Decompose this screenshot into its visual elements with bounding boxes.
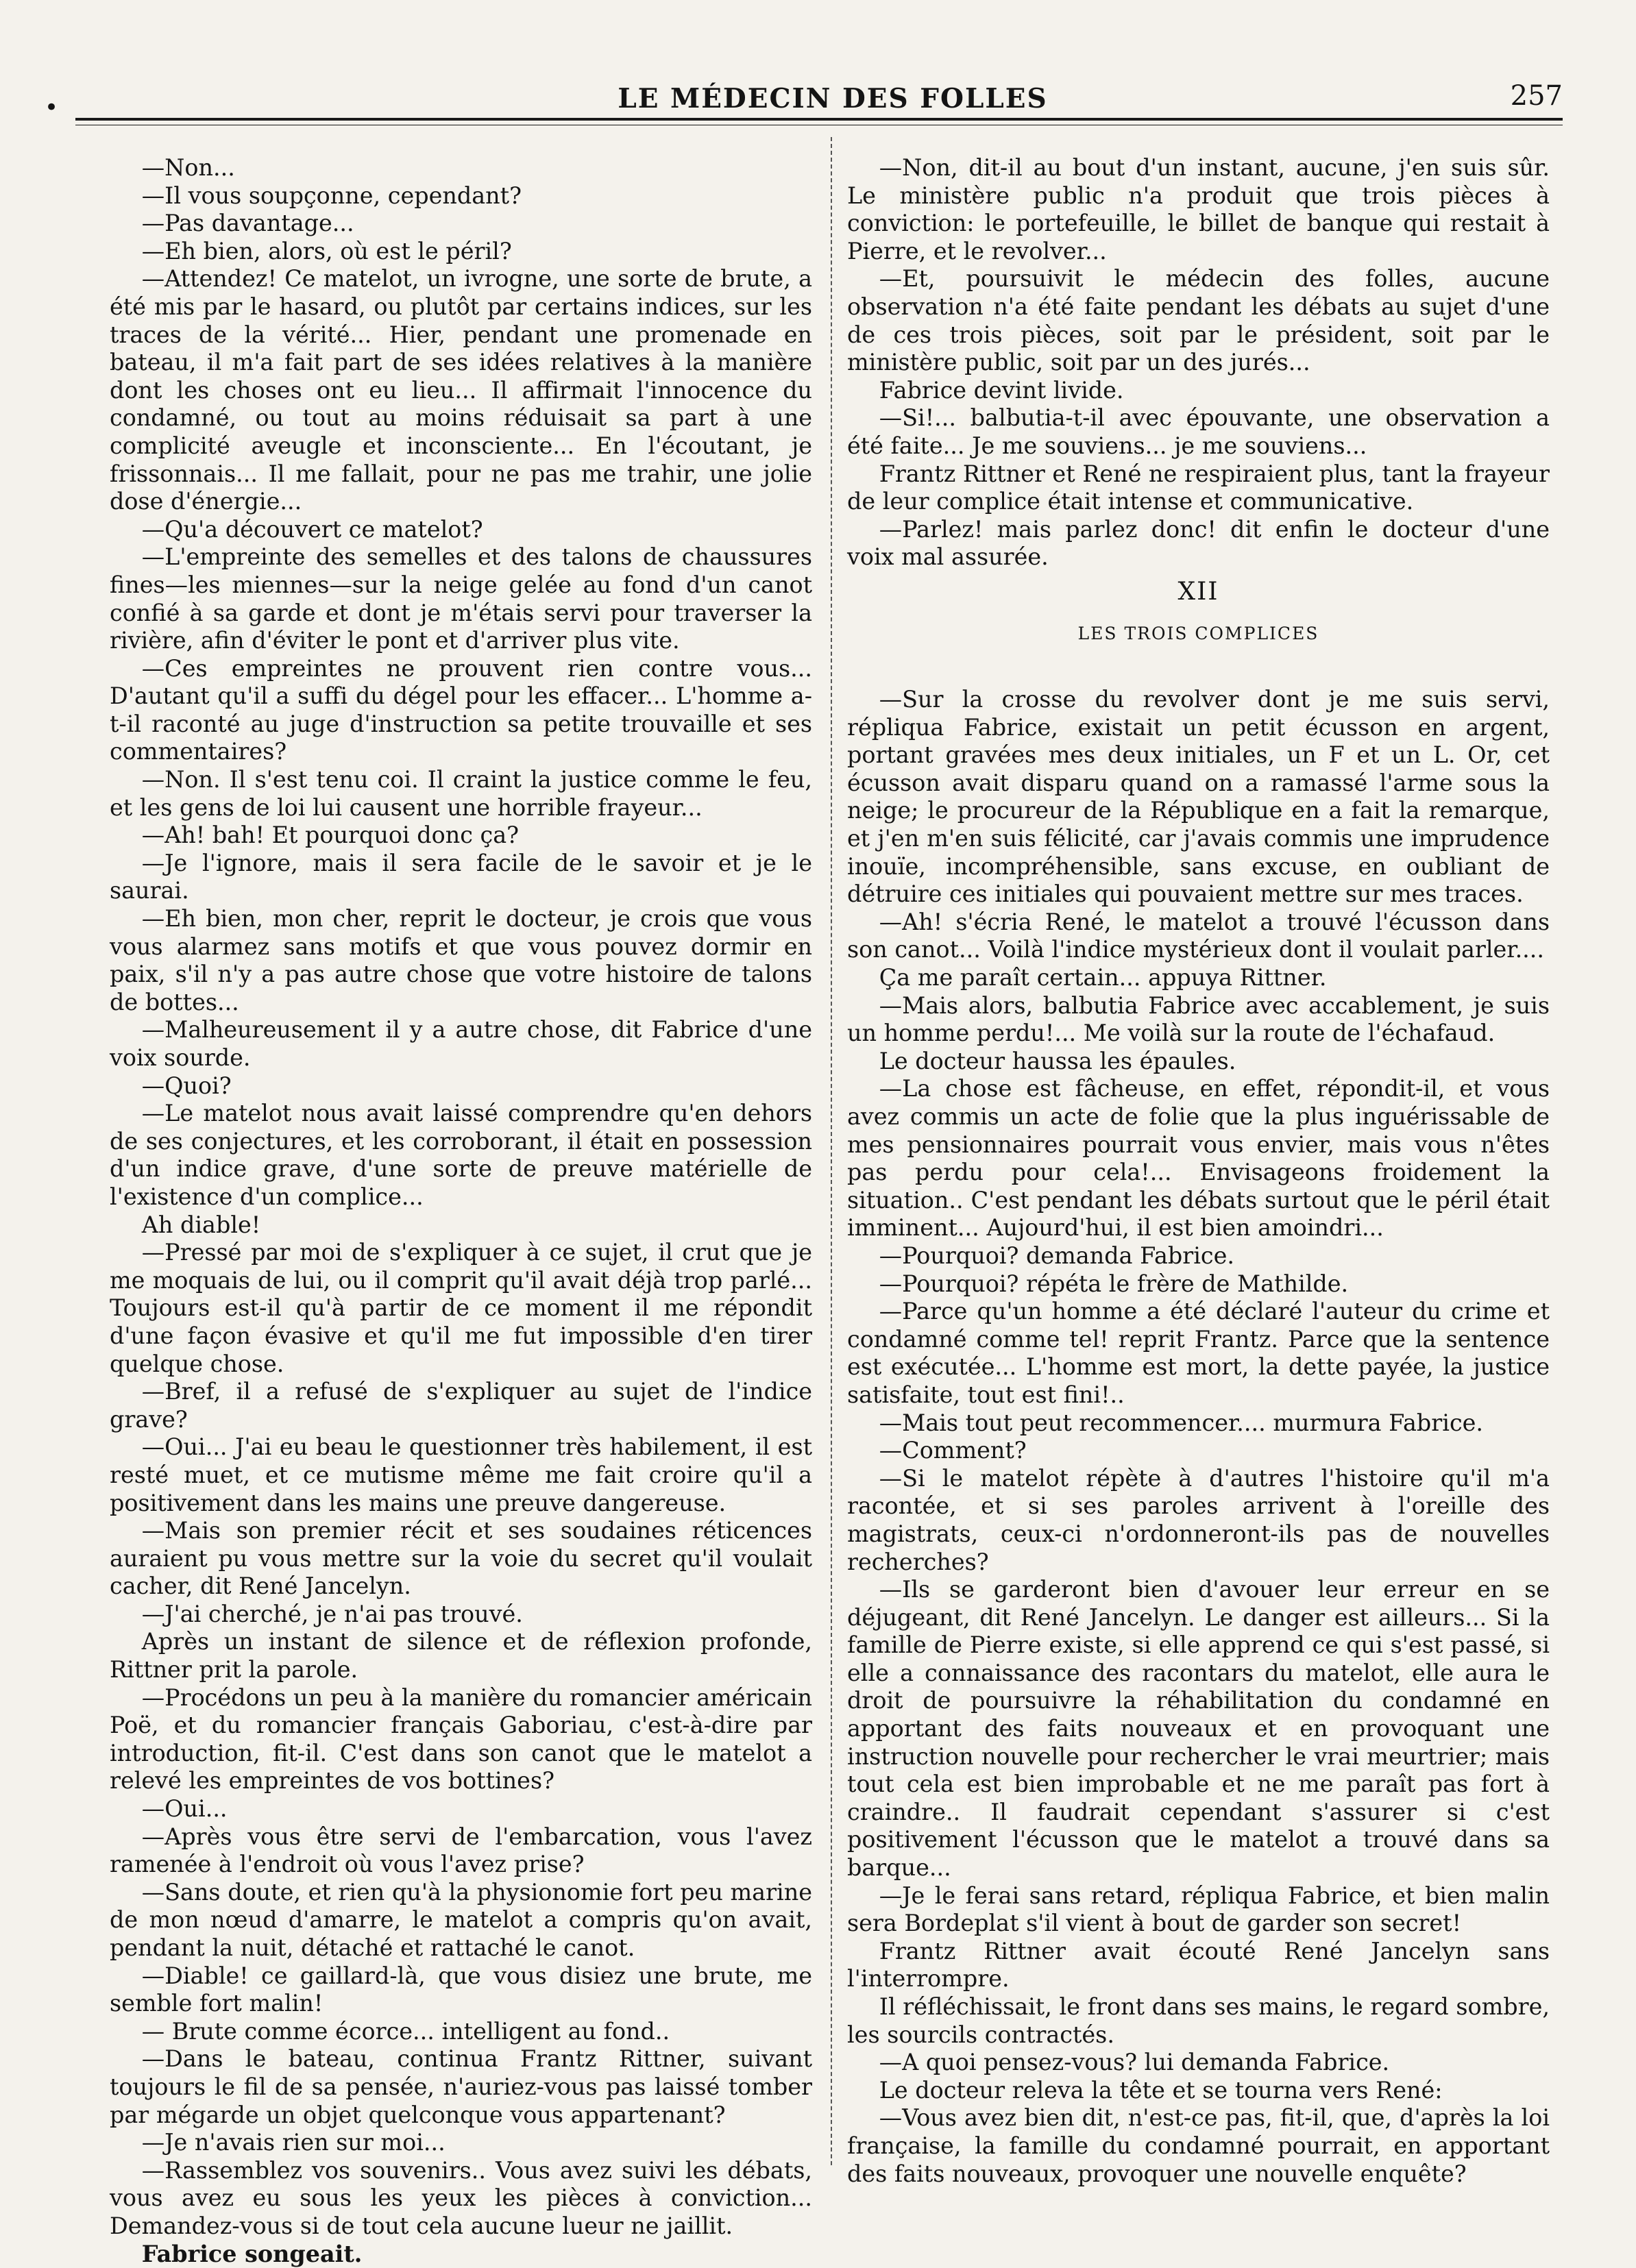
paragraph: —Pressé par moi de s'expliquer à ce sujet, il crut que je me moquais de lui, ou il comprit qu'il avait déjà trop parlé... Toujours est-il qu'à partir de ce moment il me répondit d'une façon évasive et qu'il me fut impossible d'en tirer quelque chose.	[110, 1239, 812, 1377]
paragraph: Il réfléchissait, le front dans ses mains, le regard sombre, les sourcils contractés.	[847, 1993, 1550, 2048]
paragraph: Ah diable!	[141, 1211, 261, 1238]
paragraph: —Ces empreintes ne prouvent rien contre vous... D'autant qu'il a suffi du dégel pour les effacer... L'homme a-t-il raconté au juge d'instruction sa petite trouvaille et ses commentaires?	[110, 654, 812, 765]
paragraph: —Sans doute, et rien qu'à la physionomie fort peu marine de mon nœud d'amarre, le matelot a compris qu'on avait, pendant la nuit, détaché et rattaché le canot.	[110, 1878, 812, 1961]
paragraph: —Et, poursuivit le médecin des folles, aucune observation n'a été faite pendant les débats au sujet d'une de ces trois pièces, soit par le président, soit par le ministère public, soit par un des jurés...	[847, 265, 1550, 376]
paragraph: —Ils se garderont bien d'avouer leur erreur en se déjugeant, dit René Jancelyn. Le danger est ailleurs... Si la famille de Pierre existe, si elle apprend ce qui s'est passé, si elle a connaissance des racontars du matelot, elle aura le droit de poursuivre la réhabilitation du condamné en apportant des faits nouveaux et en provoquant une instruction nouvelle pour rechercher le vrai meurtrier; mais tout cela est bien improbable et ne me paraît pas fort à craindre.. Il faudrait cependant s'assurer si c'est positivement l'écusson que le matelot a trouvé dans sa barque...	[847, 1576, 1550, 1882]
column-divider	[831, 137, 832, 2165]
running-title: LE MÉDECIN DES FOLLES	[618, 83, 1048, 114]
paragraph: —Comment?	[879, 1437, 1027, 1464]
paragraph: —Mais son premier récit et ses soudaines réticences auraient pu vous mettre sur la voie du secret qu'il voulait cacher, dit René Jancelyn.	[110, 1517, 812, 1600]
page-number: 257	[1510, 80, 1563, 112]
paragraph: —Ah! s'écria René, le matelot a trouvé l'écusson dans son canot... Voilà l'indice mystérieux dont il voulait parler....	[847, 908, 1550, 963]
paragraph: —Qu'a découvert ce matelot?	[141, 515, 483, 543]
paragraph: —A quoi pensez-vous? lui demanda Fabrice.	[879, 2049, 1390, 2076]
paragraph: —Si!... balbutia-t-il avec épouvante, une observation a été faite... Je me souviens... je me souviens...	[847, 404, 1550, 459]
header-bullet: •	[45, 94, 59, 121]
paragraph: —Vous avez bien dit, n'est-ce pas, fit-il, que, d'après la loi française, la famille du condamné pourrait, en apportant des faits nouveaux, provoquer une nouvelle enquête?	[847, 2104, 1550, 2187]
paragraph: —Non. Il s'est tenu coi. Il craint la justice comme le feu, et les gens de loi lui causent une horrible frayeur...	[110, 766, 812, 821]
paragraph: —Parlez! mais parlez donc! dit enfin le docteur d'une voix mal assurée.	[847, 515, 1550, 571]
paragraph: —Attendez! Ce matelot, un ivrogne, une sorte de brute, a été mis par le hasard, ou plutôt par certains indices, sur les traces de la vérité... Hier, pendant une promenade en bateau, il m'a fait part de ses idées relatives à la manière dont les choses ont eu lieu... Il affirmait l'innocence du condamné, ou tout au moins réduisait sa part à une complicité aveugle et inconsciente... En l'écoutant, je frissonnais... Il me fallait, pour ne pas me trahir, une jolie dose d'énergie...	[110, 265, 812, 515]
paragraph: —Il vous soupçonne, cependant?	[141, 182, 522, 209]
paragraph: Fabrice songeait.	[141, 2240, 363, 2267]
paragraph: —Rassemblez vos souvenirs.. Vous avez suivi les débats, vous avez eu sous les yeux les pièces à conviction... Demandez-vous si de tout cela aucune lueur ne jaillit.	[110, 2156, 812, 2239]
paragraph: —Ah! bah! Et pourquoi donc ça?	[141, 822, 520, 849]
page-header	[45, 79, 1563, 121]
paragraph: —Eh bien, mon cher, reprit le docteur, je crois que vous vous alarmez sans motifs et que vous pouvez dormir en paix, s'il n'y a pas autre chose que votre histoire de talons de bottes...	[110, 905, 812, 1015]
left-column	[110, 154, 812, 2268]
paragraph: —Oui... J'ai eu beau le questionner très habilement, il est resté muet, et ce mutisme même me fait croire qu'il a positivement dans les mains une preuve dangereuse.	[110, 1433, 812, 1516]
paragraph: —Je le ferai sans retard, répliqua Fabrice, et bien malin sera Bordeplat s'il vient à bout de garder son secret!	[847, 1882, 1550, 1937]
header-rule-thick	[75, 118, 1563, 121]
paragraph: —Pas davantage...	[141, 210, 354, 237]
paragraph: Frantz Rittner avait écouté René Jancelyn sans l'interrompre.	[847, 1937, 1550, 1993]
chapter-number: XII	[1177, 577, 1219, 606]
paragraph: —Si le matelot répète à d'autres l'histoire qu'il m'a racontée, et si ses paroles arrivent à l'oreille des magistrats, ceux-ci n'ordonneront-ils pas de nouvelles recherches?	[847, 1464, 1550, 1575]
paragraph: —Malheureusement il y a autre chose, dit Fabrice d'une voix sourde.	[110, 1016, 812, 1071]
paragraph: —Mais tout peut recommencer.... murmura Fabrice.	[879, 1409, 1484, 1436]
paragraph: —L'empreinte des semelles et des talons de chaussures fines—les miennes—sur la neige gelée au fond d'un canot confié à sa garde et dont je m'étais servi pour traverser la rivière, afin d'éviter le pont et d'arriver plus vite.	[110, 543, 812, 654]
paragraph: —Eh bien, alors, où est le péril?	[141, 237, 512, 264]
paragraph: —Pourquoi? demanda Fabrice.	[879, 1242, 1235, 1269]
chapter-title: LES TROIS COMPLICES	[1077, 623, 1319, 643]
paragraph: —Non, dit-il au bout d'un instant, aucune, j'en suis sûr. Le ministère public n'a produit que trois pièces à conviction: le portefeuille, le billet de banque qui restait à Pierre, et le revolver...	[847, 154, 1550, 264]
paragraph: —J'ai cherché, je n'ai pas trouvé.	[141, 1600, 523, 1627]
paragraph: Le docteur haussa les épaules.	[879, 1047, 1236, 1074]
right-column	[847, 154, 1550, 2188]
paragraph: —Pourquoi? répéta le frère de Mathilde.	[879, 1270, 1349, 1297]
paragraph: —Après vous être servi de l'embarcation, vous l'avez ramenée à l'endroit où vous l'avez prise?	[110, 1823, 812, 1878]
paragraph: —Bref, il a refusé de s'expliquer au sujet de l'indice grave?	[110, 1378, 812, 1433]
paragraph: —Je n'avais rien sur moi...	[141, 2129, 445, 2156]
paragraph: —Quoi?	[141, 1072, 232, 1099]
paragraph: —Diable! ce gaillard-là, que vous disiez une brute, me semble fort malin!	[110, 1962, 812, 2017]
right-column-after-chapter	[847, 686, 1550, 2188]
paragraph: —Le matelot nous avait laissé comprendre qu'en dehors de ses conjectures, et les corroborant, il était en possession d'un indice grave, d'une sorte de preuve matérielle de l'existence d'un complice...	[110, 1100, 812, 1210]
paragraph: Ça me paraît certain... appuya Rittner.	[879, 964, 1327, 991]
paragraph: Le docteur releva la tête et se tourna vers René:	[879, 2076, 1443, 2104]
paragraph: — Brute comme écorce... intelligent au fond..	[141, 2017, 670, 2045]
right-column-before-chapter	[847, 154, 1550, 571]
paragraph: —Oui...	[141, 1795, 228, 1823]
paragraph: —Mais alors, balbutia Fabrice avec accablement, je suis un homme perdu!... Me voilà sur la route de l'échafaud.	[847, 991, 1550, 1047]
paragraph: Fabrice devint livide.	[879, 376, 1124, 404]
paragraph: —La chose est fâcheuse, en effet, répondit-il, et vous avez commis un acte de folie que la plus inguérissable de mes pensionnaires pourrait vous envier, mais vous n'êtes pas perdu pour cela!... Envisageons froidement la situation.. C'est pendant les débats surtout que le péril était imminent... Aujourd'hui, il est bien amoindri...	[847, 1075, 1550, 1242]
paragraph: Après un instant de silence et de réflexion profonde, Rittner prit la parole.	[110, 1628, 812, 1684]
paragraph: —Dans le bateau, continua Frantz Rittner, suivant toujours le fil de sa pensée, n'auriez-vous pas laissé tomber par mégarde un objet quelconque vous appartenant?	[110, 2045, 812, 2128]
paragraph: Frantz Rittner et René ne respiraient plus, tant la frayeur de leur complice était intense et communicative.	[847, 460, 1550, 515]
paragraph: —Non...	[141, 154, 235, 181]
paragraph: —Parce qu'un homme a été déclaré l'auteur du crime et condamné comme tel! reprit Frantz. Parce que la sentence est exécutée... L'homme est mort, la dette payée, la justice satisfaite, tout est fini!..	[847, 1298, 1550, 1408]
paragraph: —Sur la crosse du revolver dont je me suis servi, répliqua Fabrice, existait un petit écusson en argent, portant gravées mes deux initiales, un F et un L. Or, cet écusson avait disparu quand on a ramassé l'arme sous la neige; le procureur de la République en a fait la remarque, et j'en m'en suis félicité, car j'avais commis une imprudence inouïe, incompréhensible, sans excuse, en oubliant de détruire ces initiales qui pouvaient mettre sur mes traces.	[847, 686, 1550, 908]
paragraph: —Je l'ignore, mais il sera facile de le savoir et je le saurai.	[110, 849, 812, 904]
paragraph: —Procédons un peu à la manière du romancier américain Poë, et du romancier français Gaboriau, c'est-à-dire par introduction, fit-il. C'est dans son canot que le matelot a relevé les empreintes de vos bottines?	[110, 1684, 812, 1795]
